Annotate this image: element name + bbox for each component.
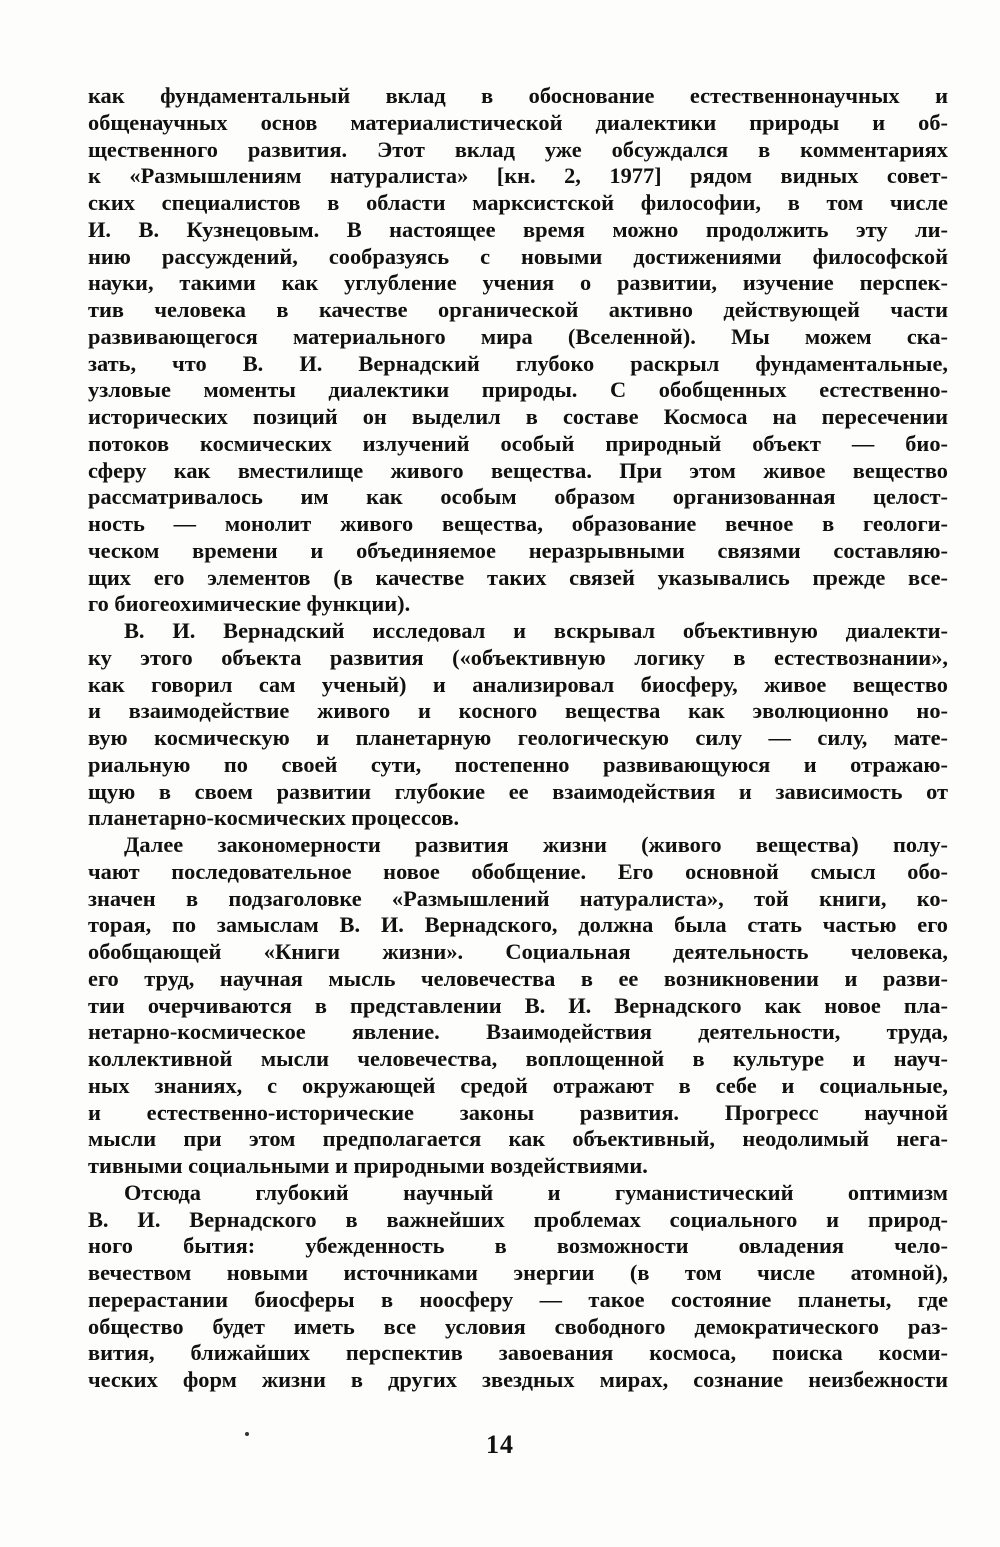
text-line: чают последовательное новое обобщение. Его основной смысл обо- <box>88 858 948 884</box>
text-line: ских специалистов в области марксистской философии, в том числе <box>88 190 948 215</box>
text-line: науки, такими как углубление учения о развитии, изучение перспек- <box>88 270 948 296</box>
text-line: В. И. Вернадский исследовал и вскрывал объективную диалекти- <box>124 618 948 643</box>
text-line: планетарно-космических процессов. <box>88 805 460 831</box>
text-line: риальную по своей сути, постепенно развивающуюся и отражаю- <box>88 751 948 777</box>
text-line: как фундаментальный вклад в обоснование естественнонаучных и <box>88 83 948 108</box>
text-line: и естественно-исторические законы развития. Прогресс научной <box>88 1099 948 1125</box>
text-line: ческом времени и объединяемое неразрывными связями составляю- <box>88 537 948 563</box>
text-line: его труд, научная мысль человечества в ее возникновении и разви- <box>88 965 948 991</box>
text-line: сферу как вместилище живого вещества. При этом живое вещество <box>88 457 948 483</box>
text-line: потоков космических излучений особый природный объект — био- <box>88 430 948 456</box>
text-line: тии очерчиваются в представлении В. И. Вернадского как новое пла- <box>88 992 948 1018</box>
text-line: щую в своем развитии глубокие ее взаимодействия и зависимость от <box>88 778 948 804</box>
text-line: и взаимодействие живого и косного вещества как эволюционно но- <box>88 698 948 724</box>
text-line: щественного развития. Этот вклад уже обсуждался в комментариях <box>88 136 948 162</box>
text-line: го биогеохимические функции). <box>88 591 411 617</box>
text-line: ческих форм жизни в других звездных мирах, сознание неизбежности <box>88 1367 948 1392</box>
text-line: коллективной мысли человечества, воплощенной в культуре и науч- <box>88 1046 948 1071</box>
text-line: В. И. Вернадского в важнейших проблемах социального и природ- <box>88 1206 948 1232</box>
text-line: общество будет иметь все условия свободного демократического раз- <box>88 1313 948 1339</box>
text-line: вую космическую и планетарную геологическую силу — силу, мате- <box>88 725 948 750</box>
text-line: к «Размышлениям натуралиста» [кн. 2, 1977] рядом видных совет- <box>88 163 948 189</box>
text-line: нетарно-космическое явление. Взаимодействия деятельности, труда, <box>88 1019 948 1045</box>
text-line: перерастании биосферы в ноосферу — такое состояние планеты, где <box>88 1286 948 1312</box>
text-line: вечеством новыми источниками энергии (в том числе атомной), <box>88 1260 948 1285</box>
text-line: узловые моменты диалектики природы. С обобщенных естественно- <box>88 377 948 403</box>
text-line: обобщающей «Книги жизни». Социальная деятельность человека, <box>88 939 948 964</box>
text-line: тивными социальными и природными воздействиями. <box>88 1153 648 1178</box>
text-line: Отсюда глубокий научный и гуманистический оптимизм <box>124 1179 948 1205</box>
text-line: значен в подзаголовке «Размышлений натуралиста», той книги, ко- <box>88 885 948 911</box>
text-line: ность — монолит живого вещества, образование вечное в геологи- <box>88 511 948 536</box>
text-line: ного бытия: убежденность в возможности овладения чело- <box>88 1233 948 1259</box>
text-line: ных знаниях, с окружающей средой отражают в себе и социальные, <box>88 1072 948 1098</box>
text-line: нию рассуждений, сообразуясь с новыми достижениями философской <box>88 243 948 269</box>
text-line: вития, ближайших перспектив завоевания космоса, поиска косми- <box>88 1340 948 1366</box>
text-line: тив человека в качестве органической активно действующей части <box>88 297 948 322</box>
text-line: щих его элементов (в качестве таких связей указывались прежде все- <box>88 564 948 590</box>
text-line: как говорил сам ученый) и анализировал биосферу, живое вещество <box>88 671 948 697</box>
text-line: общенаучных основ материалистической диалектики природы и об- <box>88 109 948 135</box>
text-line: торая, по замыслам В. И. Вернадского, должна была стать частью его <box>88 912 948 938</box>
text-line: И. В. Кузнецовым. В настоящее время можно продолжить эту ли- <box>88 216 948 242</box>
page-number: 14 <box>486 1430 514 1459</box>
text-line: ку этого объекта развития («объективную логику в естествознании», <box>88 644 948 670</box>
text-line: Далее закономерности развития жизни (живого вещества) полу- <box>124 832 948 857</box>
text-line: зать, что В. И. Вернадский глубоко раскрыл фундаментальные, <box>88 350 948 376</box>
body-text <box>88 83 948 1394</box>
text-line: исторических позиций он выделил в составе Космоса на пересечении <box>88 404 948 429</box>
text-line: развивающегося материального мира (Вселенной). Мы можем ска- <box>88 323 948 349</box>
text-line: рассматривалось им как особым образом организованная целост- <box>88 484 948 510</box>
text-line: мысли при этом предполагается как объективный, неодолимый нега- <box>88 1126 948 1152</box>
